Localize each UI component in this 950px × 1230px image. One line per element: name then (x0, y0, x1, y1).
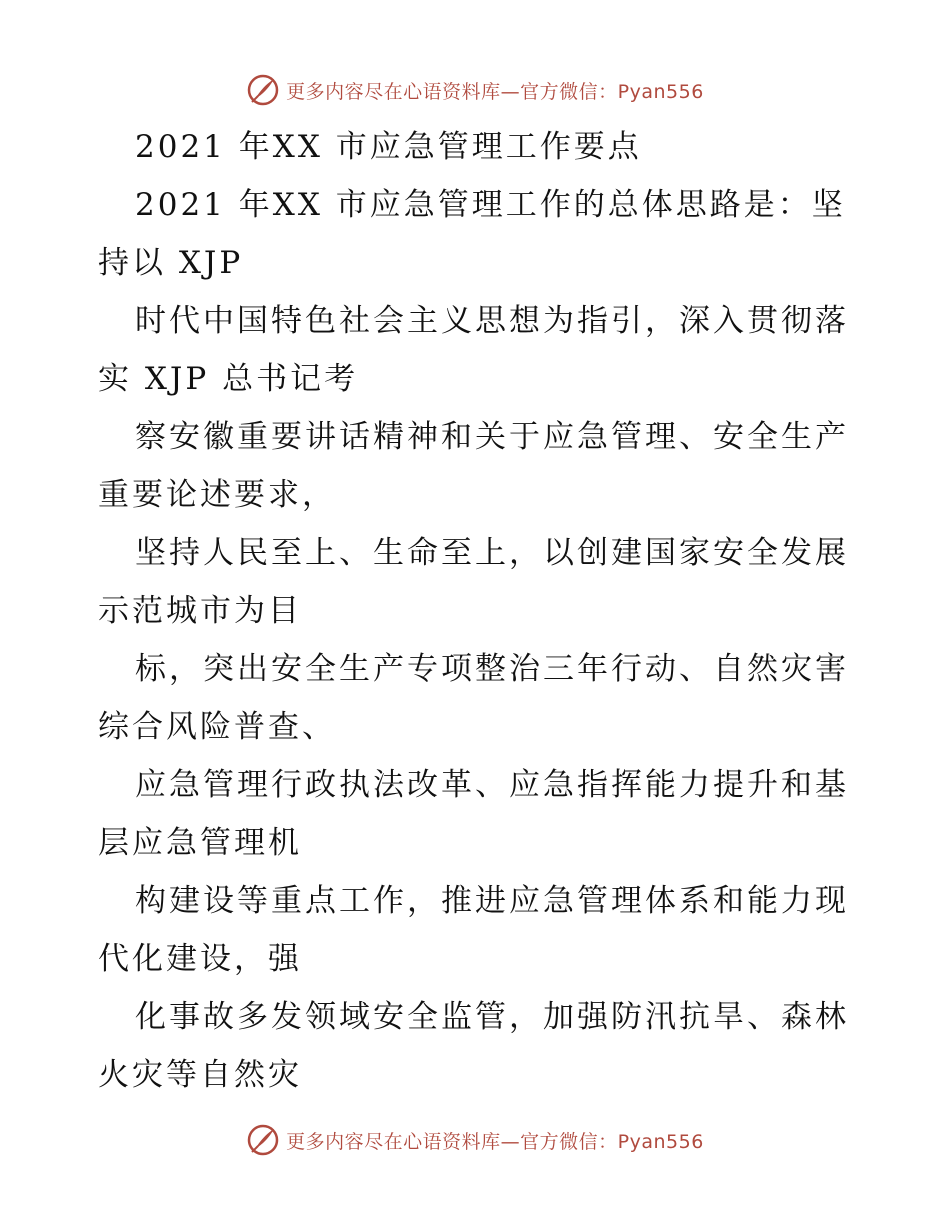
paragraph: 化事故多发领域安全监管，加强防汛抗旱、森林火灾等自然灾 (98, 999, 849, 1093)
document-title: 2021 年XX 市应急管理工作要点 (135, 129, 642, 165)
banner-text[interactable]: 更多内容尽在心语资料库—官方微信：Pyan556 (286, 80, 704, 103)
paragraph: 标，突出安全生产专项整治三年行动、自然灾害综合风险普查、 (98, 651, 849, 745)
document-body (98, 118, 858, 1104)
paragraph: 2021 年XX 市应急管理工作的总体思路是：坚持以 XJP (98, 187, 846, 281)
paragraph: 构建设等重点工作，推进应急管理体系和能力现代化建设，强 (98, 883, 849, 977)
quill-logo-icon (246, 73, 280, 107)
header-banner (0, 70, 950, 110)
quill-logo-icon (246, 1123, 280, 1157)
paragraph: 坚持人民至上、生命至上，以创建国家安全发展示范城市为目 (98, 535, 849, 629)
banner-text[interactable]: 更多内容尽在心语资料库—官方微信：Pyan556 (286, 1130, 704, 1153)
paragraph: 察安徽重要讲话精神和关于应急管理、安全生产重要论述要求， (98, 419, 849, 513)
paragraph: 应急管理行政执法改革、应急指挥能力提升和基层应急管理机 (98, 767, 849, 861)
footer-banner (0, 1120, 950, 1160)
paragraph: 时代中国特色社会主义思想为指引，深入贯彻落实 XJP 总书记考 (98, 303, 849, 397)
